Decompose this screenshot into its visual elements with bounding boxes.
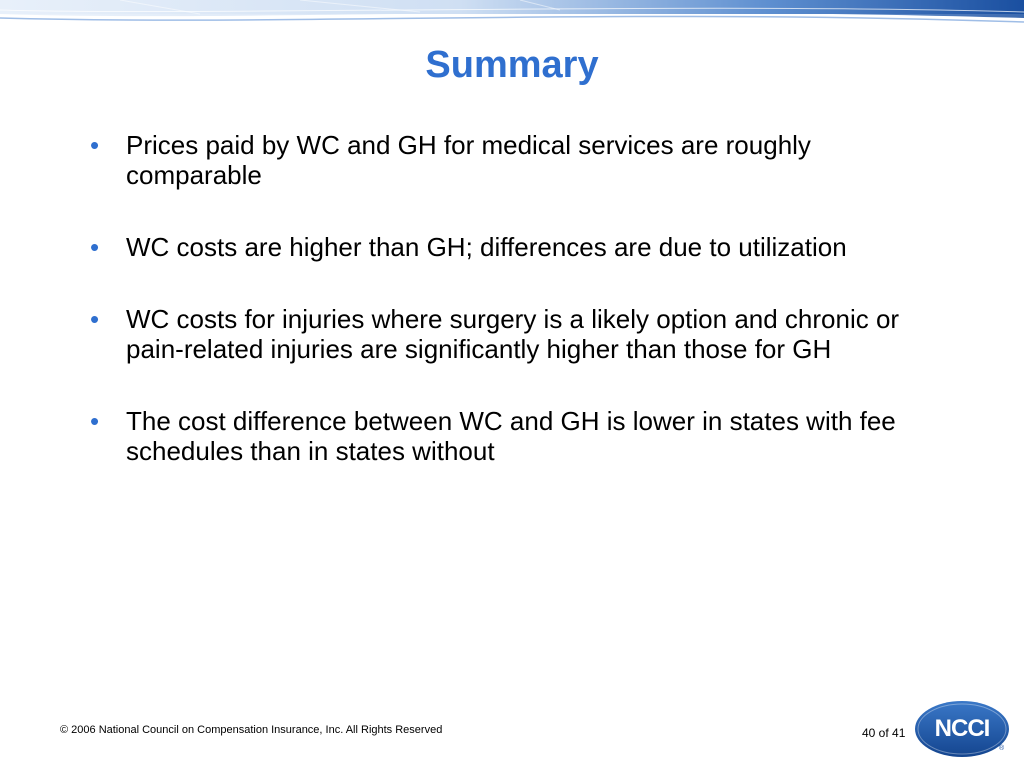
ncci-logo <box>914 700 1010 758</box>
page-number: 40 of 41 <box>862 726 906 740</box>
bullet-icon: • <box>90 406 100 436</box>
bullet-icon: • <box>90 304 100 334</box>
bullet-item <box>90 406 950 466</box>
bullet-text: The cost difference between WC and GH is lower in states with fee schedules than in states without <box>126 406 896 466</box>
slide-title: Summary <box>425 44 599 86</box>
footer-copyright: © 2006 National Council on Compensation Insurance, Inc. All Rights Reserved <box>60 724 443 736</box>
logo-text: NCCI <box>934 715 990 742</box>
bullet-icon: • <box>90 130 100 160</box>
top-banner-graphic <box>0 0 1024 30</box>
bullet-item <box>90 304 950 364</box>
bullet-text: WC costs are higher than GH; differences are due to utilization <box>126 232 847 262</box>
bullet-text: WC costs for injuries where surgery is a likely option and chronic or pain-related injuries are significantly higher than those for GH <box>126 304 900 364</box>
registered-mark: ® <box>999 745 1005 752</box>
bullet-item <box>90 232 950 262</box>
bullet-item <box>90 130 950 190</box>
bullet-icon: • <box>90 232 100 262</box>
bullet-list <box>90 130 950 508</box>
bullet-text: Prices paid by WC and GH for medical services are roughly comparable <box>126 130 811 190</box>
